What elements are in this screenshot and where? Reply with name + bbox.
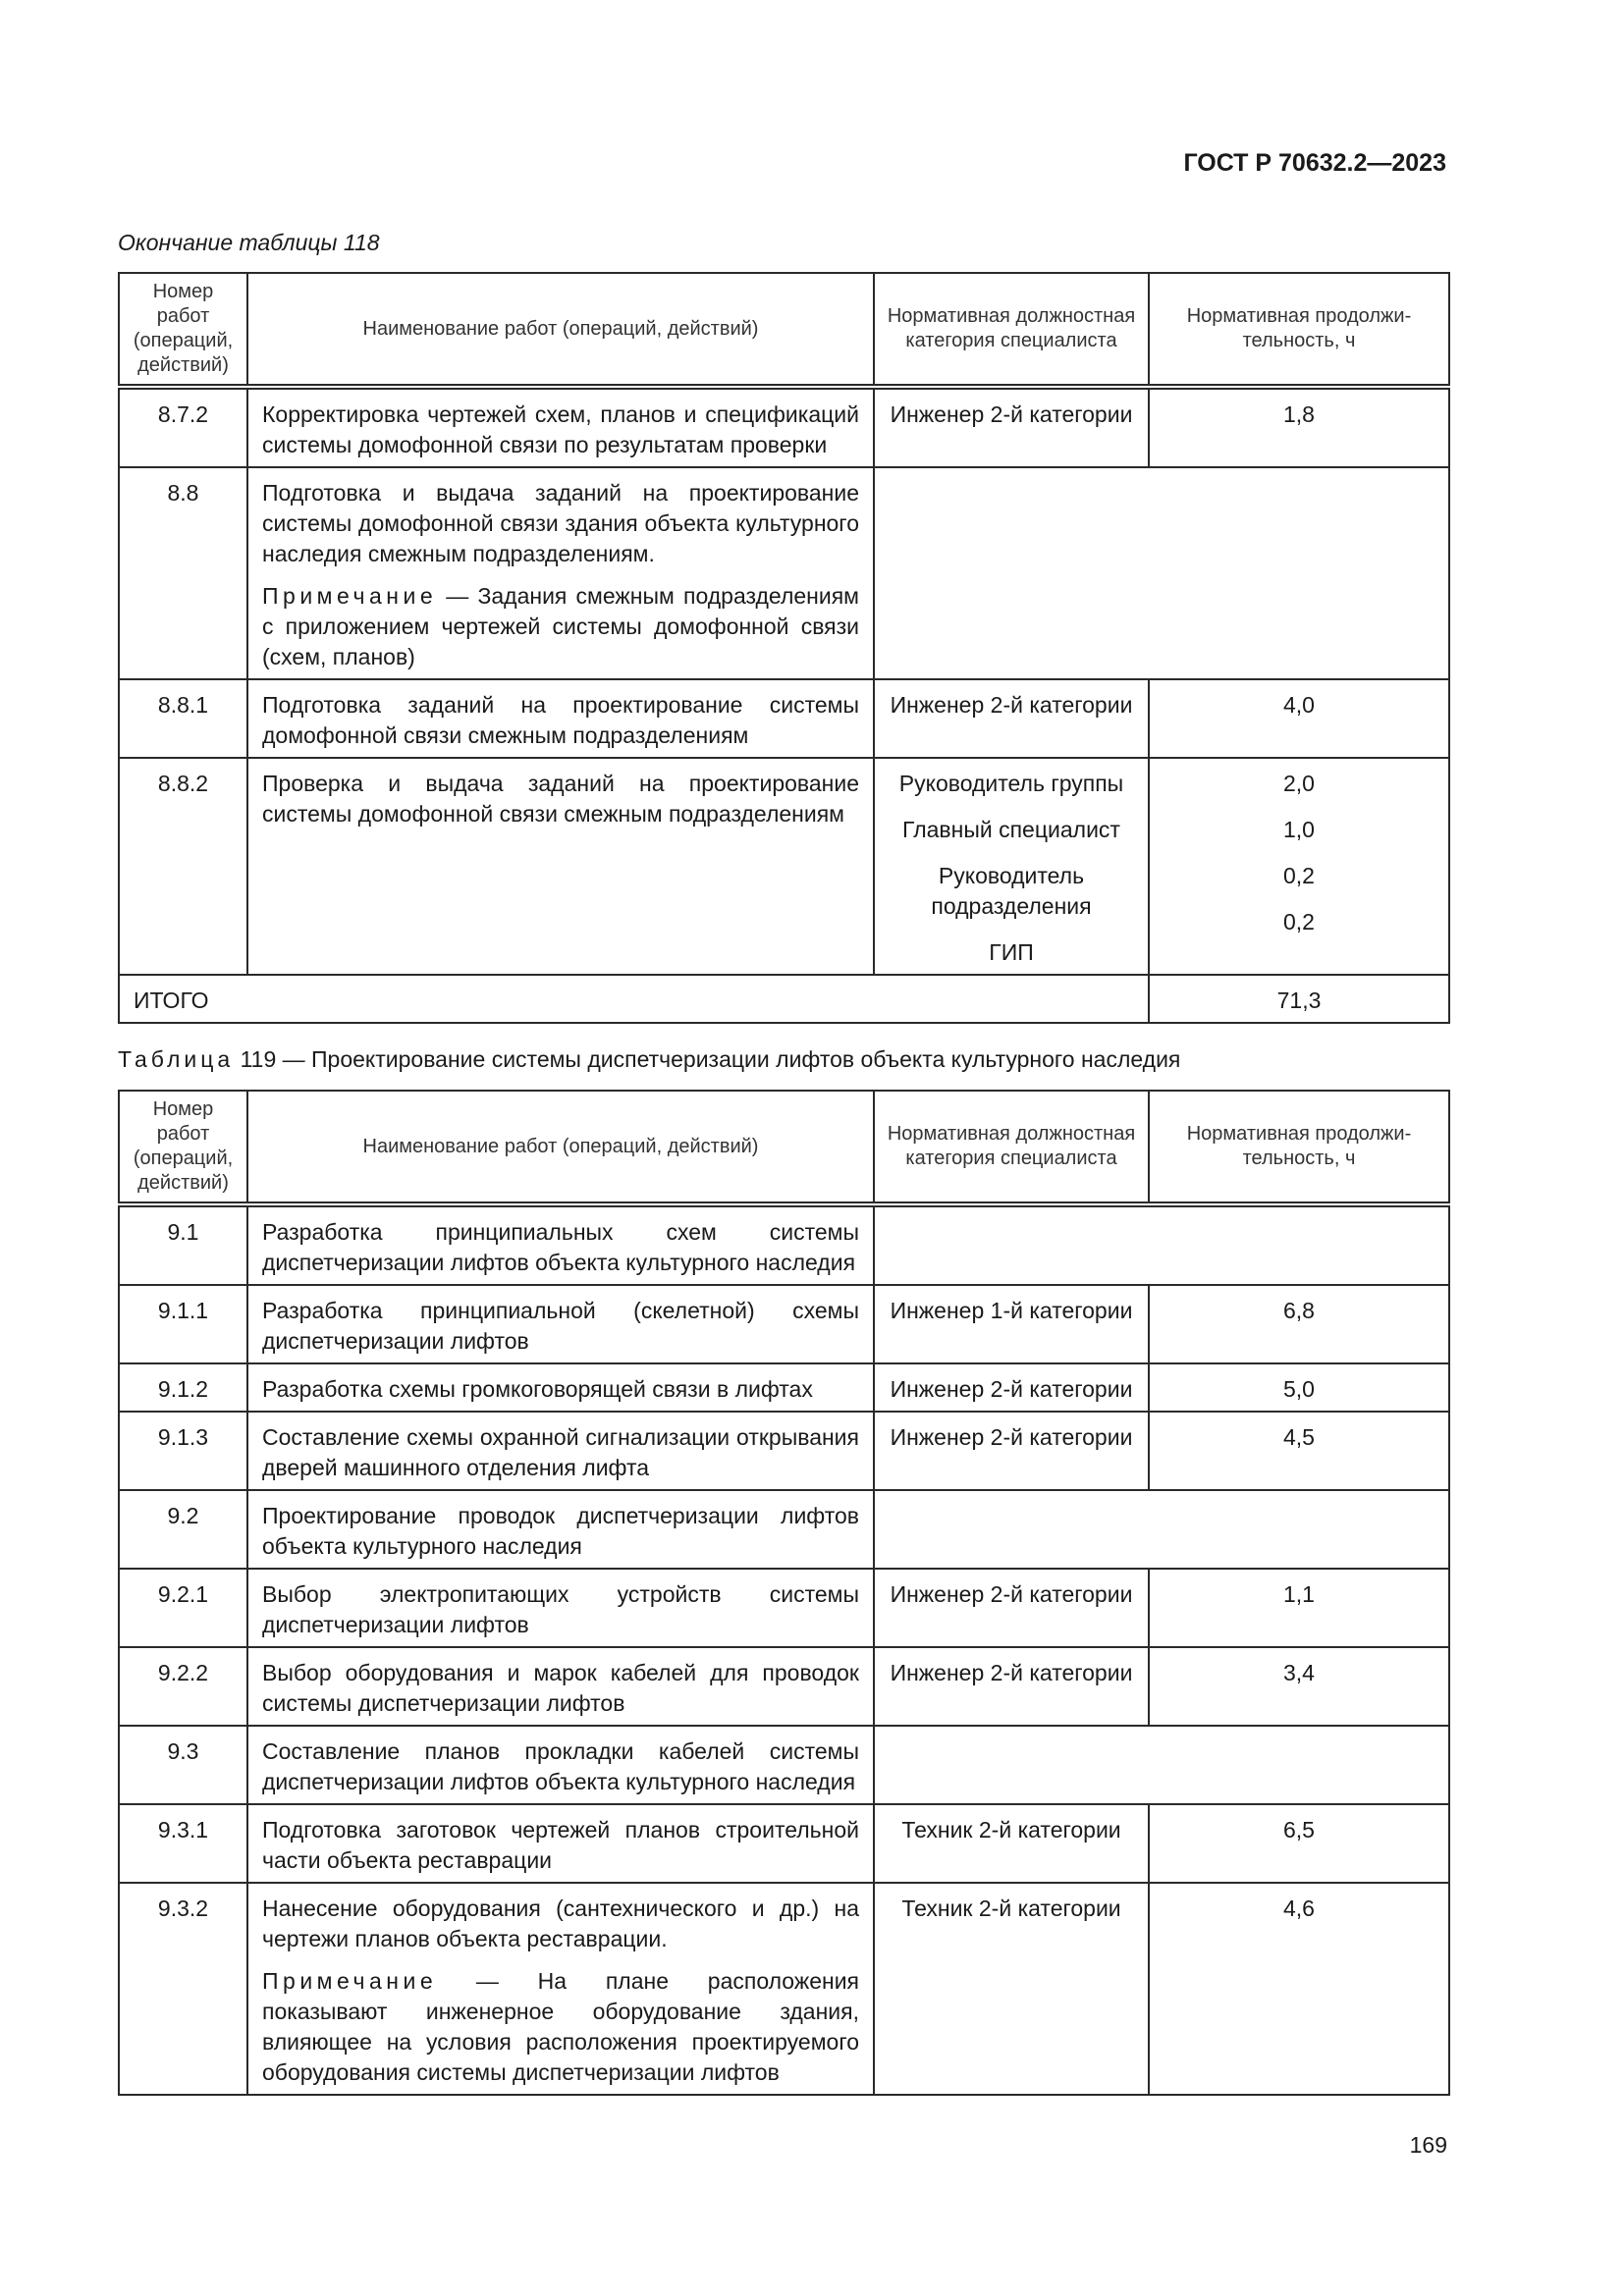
row-duration: 0,2 <box>1283 863 1315 888</box>
row-work-name: Подготовка и выдача заданий на проектирование системы домофонной связи здания объекта культурного наследия смежным подразделениям. <box>262 480 859 566</box>
row-number: 9.1.1 <box>119 1285 247 1363</box>
row-category: Инженер 2-й категории <box>874 387 1149 467</box>
spacer <box>1158 891 1440 907</box>
table-row <box>119 1804 1449 1883</box>
row-category: Инженер 2-й категории <box>874 679 1149 758</box>
row-category: Руководитель группы <box>898 771 1124 796</box>
column-header-num: Номер работ (операций, действий) <box>119 273 247 387</box>
row-empty-cell <box>874 1204 1449 1285</box>
row-category: Техник 2-й категории <box>874 1883 1149 2095</box>
row-duration: 4,5 <box>1149 1412 1449 1490</box>
column-header-category: Нормативная должностная категория специалиста <box>874 273 1149 387</box>
row-category: Инженер 2-й категории <box>874 1363 1149 1412</box>
note-label: Примечание <box>262 1968 438 1994</box>
row-category: Инженер 1-й категории <box>874 1285 1149 1363</box>
row-duration: 5,0 <box>1149 1363 1449 1412</box>
row-number: 9.1.2 <box>119 1363 247 1412</box>
row-duration: 4,6 <box>1149 1883 1449 2095</box>
row-category: Инженер 2-й категории <box>874 1412 1149 1490</box>
row-duration: 1,1 <box>1149 1569 1449 1647</box>
row-work-name: Подготовка заготовок чертежей планов строительной части объекта реставрации <box>247 1804 874 1883</box>
row-number: 9.2.2 <box>119 1647 247 1726</box>
row-number: 8.7.2 <box>119 387 247 467</box>
column-header-duration: Нормативная продолжи-тельность, ч <box>1149 273 1449 387</box>
row-work-name: Разработка принципиальных схем системы диспетчеризации лифтов объекта культурного наследия <box>247 1204 874 1285</box>
row-work-name: Разработка схемы громкоговорящей связи в лифтах <box>247 1363 874 1412</box>
row-empty-cell <box>874 1490 1449 1569</box>
table-row <box>119 1204 1449 1285</box>
page-number: 169 <box>1409 2132 1447 2158</box>
row-work-name: Нанесение оборудования (сантехнического и др.) на чертежи планов объекта реставрации. <box>262 1896 859 1951</box>
row-category: Инженер 2-й категории <box>874 1647 1149 1726</box>
total-row <box>119 975 1449 1023</box>
caption-prefix: Таблица <box>118 1046 235 1072</box>
row-work-name: Выбор оборудования и марок кабелей для проводок системы диспетчеризации лифтов <box>247 1647 874 1726</box>
row-duration: 6,8 <box>1149 1285 1449 1363</box>
row-number: 9.3.1 <box>119 1804 247 1883</box>
table-row <box>119 1569 1449 1647</box>
row-work-name-with-note <box>247 467 874 679</box>
document-code: ГОСТ Р 70632.2—2023 <box>1183 149 1446 177</box>
row-category: ГИП <box>989 939 1034 965</box>
table-row <box>119 758 1449 975</box>
row-work-name: Выбор электропитающих устройств системы диспетчеризации лифтов <box>247 1569 874 1647</box>
row-duration: 4,0 <box>1149 679 1449 758</box>
note-text: — На плане расположения показывают инженерное оборудование здания, влияющее на условия расположения проектируемого оборудования системы диспетчеризации лифтов <box>262 1968 859 2085</box>
table-header-row <box>119 1091 1449 1204</box>
row-work-name: Подготовка заданий на проектирование системы домофонной связи смежным подразделениям <box>247 679 874 758</box>
row-category: Инженер 2-й категории <box>874 1569 1149 1647</box>
row-duration: 2,0 <box>1283 771 1315 796</box>
column-header-name: Наименование работ (операций, действий) <box>247 273 874 387</box>
row-duration: 3,4 <box>1149 1647 1449 1726</box>
row-empty-cell <box>874 1726 1449 1804</box>
row-work-name-with-note <box>247 1883 874 2095</box>
row-category-list <box>874 758 1149 975</box>
table-119-caption <box>118 1046 1180 1073</box>
row-note <box>262 1966 859 2088</box>
row-work-name: Проектирование проводок диспетчеризации лифтов объекта культурного наследия <box>247 1490 874 1569</box>
row-empty-cell <box>874 467 1449 679</box>
table-row <box>119 1490 1449 1569</box>
row-work-name: Составление схемы охранной сигнализации открывания дверей машинного отделения лифта <box>247 1412 874 1490</box>
row-duration: 1,0 <box>1283 817 1315 842</box>
row-number: 8.8 <box>119 467 247 679</box>
column-header-duration: Нормативная продолжи-тельность, ч <box>1149 1091 1449 1204</box>
table-row <box>119 1647 1449 1726</box>
row-category: Техник 2-й категории <box>874 1804 1149 1883</box>
row-number: 8.8.2 <box>119 758 247 975</box>
total-label: ИТОГО <box>119 975 1149 1023</box>
row-duration: 0,2 <box>1283 909 1315 934</box>
table-row <box>119 1285 1449 1363</box>
table-row <box>119 1412 1449 1490</box>
row-category: Главный специалист <box>902 817 1120 842</box>
row-number: 9.3 <box>119 1726 247 1804</box>
note-label: Примечание <box>262 583 438 609</box>
row-number: 9.2.1 <box>119 1569 247 1647</box>
table-118 <box>118 272 1450 1024</box>
row-duration-list <box>1149 758 1449 975</box>
row-number: 9.3.2 <box>119 1883 247 2095</box>
row-number: 9.2 <box>119 1490 247 1569</box>
table-119 <box>118 1090 1450 2096</box>
row-work-name: Разработка принципиальной (скелетной) схемы диспетчеризации лифтов <box>247 1285 874 1363</box>
table-row <box>119 387 1449 467</box>
row-duration: 6,5 <box>1149 1804 1449 1883</box>
table-row <box>119 1726 1449 1804</box>
table-row <box>119 467 1449 679</box>
row-note <box>262 581 859 672</box>
column-header-category: Нормативная должностная категория специалиста <box>874 1091 1149 1204</box>
caption-text: 119 — Проектирование системы диспетчеризации лифтов объекта культурного наследия <box>234 1046 1181 1072</box>
row-category: Руководитель подразделения <box>931 863 1092 919</box>
row-number: 8.8.1 <box>119 679 247 758</box>
column-header-name: Наименование работ (операций, действий) <box>247 1091 874 1204</box>
row-number: 9.1 <box>119 1204 247 1285</box>
table-row <box>119 1883 1449 2095</box>
table-row <box>119 679 1449 758</box>
table-118-caption: Окончание таблицы 118 <box>118 230 380 255</box>
row-work-name: Корректировка чертежей схем, планов и спецификаций системы домофонной связи по результатам проверки <box>247 387 874 467</box>
table-header-row <box>119 273 1449 387</box>
column-header-num: Номер работ (операций, действий) <box>119 1091 247 1204</box>
table-row <box>119 1363 1449 1412</box>
row-work-name: Проверка и выдача заданий на проектирование системы домофонной связи смежным подразделениям <box>247 758 874 975</box>
note-text: — Задания смежным подразделениям с приложением чертежей системы домофонной связи (схем, планов) <box>262 583 859 669</box>
row-duration: 1,8 <box>1149 387 1449 467</box>
row-work-name: Составление планов прокладки кабелей системы диспетчеризации лифтов объекта культурного наследия <box>247 1726 874 1804</box>
row-number: 9.1.3 <box>119 1412 247 1490</box>
total-value: 71,3 <box>1149 975 1449 1023</box>
